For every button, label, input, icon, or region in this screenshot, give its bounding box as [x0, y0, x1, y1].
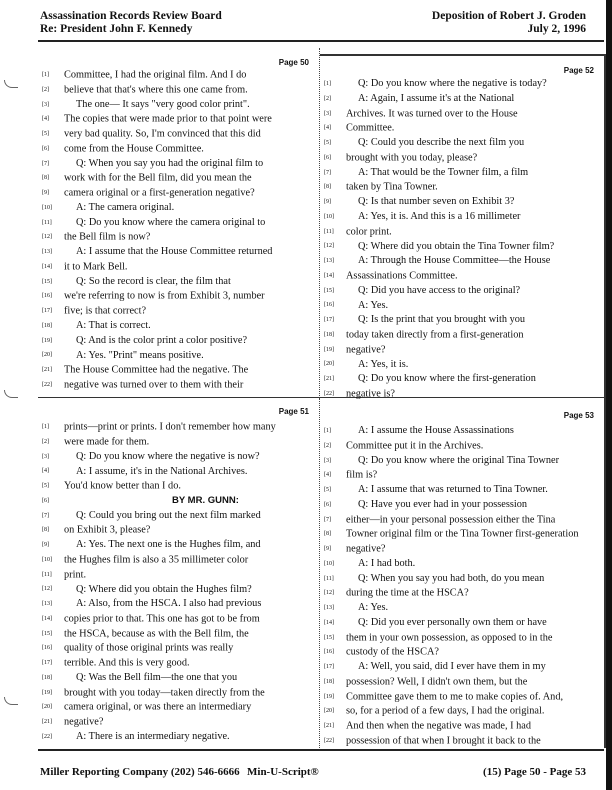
line-number: [10]	[324, 560, 334, 567]
line-text: A: I assume, it's in the National Archives.	[76, 465, 248, 477]
page-number-label: Page 53	[563, 411, 594, 420]
line-text: negative?	[64, 716, 104, 728]
line-number: [21]	[324, 376, 334, 382]
line-text: Archives. It was turned over to the House	[346, 107, 518, 119]
transcript-line	[324, 454, 559, 468]
line-number: [16]	[42, 293, 52, 300]
line-number: [7]	[324, 516, 331, 523]
line-number: [13]	[324, 258, 334, 264]
transcript-line	[324, 719, 531, 733]
line-number: [14]	[42, 615, 52, 622]
transcript-line	[324, 586, 469, 600]
line-number: [6]	[42, 497, 49, 504]
line-number: [18]	[324, 331, 334, 338]
line-text: come from the House Committee.	[64, 143, 204, 155]
line-number: [3]	[324, 110, 331, 117]
board-name: Assassination Records Review Board	[40, 10, 222, 22]
line-number: [10]	[42, 556, 52, 563]
transcript-line	[324, 631, 553, 645]
line-number: [6]	[324, 154, 331, 161]
transcript-line	[324, 210, 520, 224]
case-subject: Re: President John F. Kennedy	[40, 23, 193, 35]
line-number: [10]	[42, 204, 52, 211]
line-text: camera original or a first-generation negative?	[64, 187, 255, 199]
transcript-line	[42, 112, 272, 126]
transcript-line	[324, 690, 563, 704]
line-text: A: Yes.	[358, 299, 389, 311]
line-text: Q: Do you know where the original Tina Towner	[358, 454, 559, 466]
line-number: [5]	[324, 140, 331, 146]
transcript-line	[324, 616, 547, 630]
line-text: negative?	[346, 343, 386, 355]
line-number: [1]	[324, 428, 331, 434]
line-number: [22]	[324, 737, 334, 744]
line-number: [22]	[42, 381, 52, 388]
line-text: copies prior to that. This one has got to be from	[64, 613, 260, 625]
line-number: [21]	[42, 367, 52, 373]
line-text: prints—print or prints. I don't remember how many	[64, 421, 276, 433]
line-text: A: I had both.	[358, 558, 416, 570]
line-text: the HSCA, because as with the Bell film, the	[64, 627, 249, 639]
deposition-date: July 2, 1996	[527, 23, 586, 35]
scan-edge	[606, 0, 612, 790]
line-number: [1]	[324, 81, 331, 87]
line-text: Q: Have you ever had in your possession	[358, 499, 528, 511]
line-text: possession of that when I brought it back to the	[346, 735, 541, 747]
transcript-line	[42, 216, 265, 230]
line-text: Committee put it in the Archives.	[346, 440, 484, 452]
line-text: today taken directly from a first-generation	[346, 329, 524, 341]
transcript-line	[324, 424, 514, 438]
line-text: Assassinations Committee.	[346, 270, 458, 282]
line-text: quality of those original prints was really	[64, 642, 234, 654]
line-text: film is?	[346, 469, 378, 481]
line-text: The House Committee had the negative. The	[64, 364, 249, 376]
transcript-line	[324, 527, 579, 541]
line-text: A: The camera original.	[76, 202, 175, 214]
transcript-line	[324, 298, 388, 312]
transcript-line	[42, 435, 149, 449]
line-text: Q: Do you know where the first-generation	[358, 373, 536, 385]
line-number: [4]	[42, 116, 49, 123]
line-text: Q: Could you bring out the next film marked	[76, 509, 261, 521]
transcript-line	[42, 68, 246, 82]
transcript-line	[324, 439, 483, 453]
line-number: [18]	[324, 678, 334, 685]
line-text: Q: So the record is clear, the film that	[76, 275, 231, 287]
line-number: [11]	[324, 228, 334, 235]
line-text: Q: Was the Bell film—the one that you	[76, 672, 238, 684]
line-text: Q: Could you describe the next film you	[358, 137, 525, 149]
line-number: [14]	[324, 619, 334, 626]
page-50	[38, 48, 320, 398]
line-number: [20]	[42, 352, 52, 359]
transcript-line	[42, 275, 231, 289]
line-number: [8]	[42, 175, 49, 182]
line-number: [2]	[324, 442, 331, 449]
transcript-line	[42, 538, 261, 552]
transcript-line	[42, 523, 150, 537]
transcript-line	[42, 83, 248, 97]
transcript-line	[42, 553, 248, 567]
header-left	[40, 10, 222, 36]
transcript-line	[42, 464, 247, 478]
line-number: [2]	[42, 86, 49, 93]
transcript-line	[324, 343, 385, 357]
line-number: [19]	[42, 337, 52, 344]
transcript-line	[42, 289, 265, 303]
transcript-line	[42, 494, 239, 508]
transcript-line	[42, 319, 151, 333]
line-text: The copies that were made prior to that point were	[64, 113, 272, 125]
page-52	[320, 54, 606, 398]
line-number: [13]	[42, 601, 52, 607]
footer-page-range: (15) Page 50 - Page 53	[483, 766, 586, 778]
line-number: [12]	[324, 590, 334, 597]
transcript-line	[324, 557, 415, 571]
page-number-label: Page 50	[278, 58, 309, 67]
line-text: A: Also, from the HSCA. I also had previous	[76, 598, 262, 610]
transcript-line	[324, 166, 528, 180]
line-text: Q: Where did you obtain the Hughes film?	[76, 583, 252, 595]
transcript-line	[42, 730, 230, 744]
transcript-line	[324, 107, 518, 121]
transcript-line	[324, 195, 514, 209]
line-text: Q: Where did you obtain the Tina Towner film?	[358, 240, 555, 252]
line-text: And then when the negative was made, I had	[346, 720, 531, 732]
line-number: [19]	[324, 693, 334, 700]
line-text: A: I assume that was returned to Tina Towner.	[358, 484, 548, 496]
line-text: You'd know better than I do.	[64, 480, 181, 492]
page-number-label: Page 51	[278, 407, 309, 416]
line-text: possession? Well, I didn't own them, but the	[346, 676, 528, 688]
transcript-line	[324, 734, 541, 748]
line-text: very bad quality. So, I'm convinced that this did	[64, 128, 261, 140]
transcript-line	[42, 715, 103, 729]
line-text: negative?	[346, 543, 386, 555]
transcript-line	[42, 378, 243, 392]
line-number: [9]	[324, 199, 331, 205]
line-number: [11]	[42, 219, 52, 226]
line-text: them in your own possession, as opposed to in the	[346, 631, 553, 643]
transcript-line	[42, 171, 252, 185]
transcript-line	[42, 479, 181, 493]
transcript-line	[324, 645, 439, 659]
transcript-line	[42, 582, 252, 596]
line-text: A: That would be the Towner film, a film	[358, 166, 529, 178]
line-number: [13]	[324, 605, 334, 611]
line-number: [17]	[42, 660, 52, 666]
margin-mark	[4, 390, 18, 398]
line-number: [3]	[324, 457, 331, 464]
line-number: [21]	[42, 719, 52, 725]
line-text: we're referring to now is from Exhibit 3, number	[64, 290, 265, 302]
line-number: [11]	[42, 571, 52, 578]
transcript-line	[42, 260, 128, 274]
transcript-line	[42, 627, 249, 641]
transcript-line	[42, 201, 174, 215]
line-number: [12]	[42, 586, 52, 593]
line-text: A: Well, you said, did I ever have them in my	[358, 661, 546, 673]
line-text: A: That is correct.	[76, 320, 151, 332]
line-number: [4]	[42, 468, 49, 475]
line-text: Q: When you say you had the original film to	[76, 157, 264, 169]
line-text: it to Mark Bell.	[64, 261, 128, 273]
transcript-line	[42, 641, 233, 655]
line-text: either—in your personal possession either the Tina	[346, 513, 556, 525]
margin-mark	[4, 80, 18, 88]
line-number: [20]	[324, 708, 334, 715]
line-text: color print.	[346, 225, 392, 237]
transcript-line	[324, 468, 377, 482]
transcript-line	[42, 450, 260, 464]
line-text: Q: Did you ever personally own them or have	[358, 617, 547, 629]
line-text: A: I assume that the House Committee returned	[76, 246, 273, 258]
transcript-line	[42, 509, 261, 523]
line-text: A: Again, I assume it's at the National	[358, 93, 515, 105]
transcript-line	[324, 483, 548, 497]
line-text: A: There is an intermediary negative.	[76, 731, 230, 743]
line-number: [21]	[324, 723, 334, 729]
transcript-line	[42, 98, 250, 112]
transcript-line	[324, 328, 524, 342]
transcript-line	[324, 704, 544, 718]
page-53	[320, 398, 606, 748]
line-number: [1]	[42, 72, 49, 78]
line-number: [14]	[42, 263, 52, 270]
transcript-line	[42, 420, 276, 434]
line-text: negative was turned over to them with their	[64, 379, 244, 391]
footer-rule	[38, 749, 604, 751]
transcript-line	[42, 612, 260, 626]
transcript-line	[324, 180, 438, 194]
line-text: Q: When you say you had both, do you mean	[358, 572, 545, 584]
line-text: Q: Do you know where the negative is today?	[358, 78, 547, 90]
transcript-line	[42, 597, 261, 611]
line-number: [10]	[324, 213, 334, 220]
transcript-line	[324, 92, 514, 106]
header-rule	[38, 40, 604, 42]
line-text: the Hughes film is also a 35 millimeter color	[64, 554, 249, 566]
line-text: taken by Tina Towner.	[346, 181, 438, 193]
transcript-line	[324, 572, 544, 586]
line-number: [8]	[42, 527, 49, 534]
transcript-line	[324, 372, 536, 386]
line-number: [6]	[324, 501, 331, 508]
line-text: The one— It says "very good color print".	[76, 98, 250, 110]
transcript-line	[324, 269, 458, 283]
line-number: [1]	[42, 424, 49, 430]
line-text: terrible. And this is very good.	[64, 657, 190, 669]
line-number: [5]	[324, 487, 331, 493]
line-text: camera original, or was there an intermediary	[64, 701, 252, 713]
line-number: [9]	[42, 190, 49, 196]
line-number: [8]	[324, 184, 331, 191]
line-text: the Bell film is now?	[64, 231, 151, 243]
line-text: A: Yes.	[358, 602, 389, 614]
transcript-line	[324, 357, 408, 371]
line-number: [9]	[324, 546, 331, 552]
line-text: Q: Do you know where the camera original to	[76, 216, 266, 228]
transcript-line	[42, 700, 251, 714]
line-number: [3]	[42, 453, 49, 460]
line-text: negative is?	[346, 388, 395, 400]
transcript-line	[42, 656, 190, 670]
line-number: [15]	[324, 287, 334, 294]
line-text: Q: Did you have access to the original?	[358, 284, 521, 296]
transcript-line	[42, 230, 150, 244]
transcript-line	[42, 142, 204, 156]
line-number: [15]	[42, 278, 52, 285]
page-51	[38, 398, 320, 748]
line-number: [7]	[42, 512, 49, 519]
line-number: [17]	[42, 308, 52, 314]
transcript-line	[42, 686, 265, 700]
line-text: print.	[64, 568, 87, 580]
line-text: so, for a period of a few days, I had the original.	[346, 705, 545, 717]
transcript-line	[324, 313, 525, 327]
line-number: [5]	[42, 131, 49, 137]
line-text: Committee gave them to me to make copies of. And,	[346, 690, 564, 702]
line-number: [18]	[42, 322, 52, 329]
transcript-line	[324, 151, 477, 165]
line-number: [2]	[42, 438, 49, 445]
line-text: Towner original film or the Tina Towner first-generation	[346, 528, 579, 540]
line-text: Committee, I had the original film. And I do	[64, 69, 247, 81]
line-number: [7]	[42, 160, 49, 167]
transcript-line	[324, 284, 520, 298]
line-number: [9]	[42, 542, 49, 548]
line-number: [19]	[324, 346, 334, 353]
transcript-line	[42, 157, 263, 171]
line-text: Q: And is the color print a color positive?	[76, 334, 248, 346]
page-number-label: Page 52	[563, 66, 594, 75]
header-right	[432, 10, 586, 36]
line-number: [15]	[324, 634, 334, 641]
line-text: A: Through the House Committee—the House	[358, 255, 551, 267]
line-number: [18]	[42, 674, 52, 681]
line-number: [4]	[324, 125, 331, 132]
line-text: custody of the HSCA?	[346, 646, 439, 658]
transcript-line	[42, 186, 255, 200]
deposition-title: Deposition of Robert J. Groden	[431, 10, 586, 22]
transcript-line	[324, 136, 524, 150]
line-number: [15]	[42, 630, 52, 637]
line-text: five; is that correct?	[64, 305, 147, 317]
line-text: A: Yes. "Print" means positive.	[76, 349, 204, 361]
line-text: BY MR. GUNN:	[172, 494, 239, 506]
line-number: [17]	[324, 664, 334, 670]
line-number: [7]	[324, 169, 331, 176]
line-text: A: Yes, it is. And this is a 16 millimeter	[358, 211, 521, 223]
transcript-line	[324, 601, 388, 615]
line-text: brought with you today—taken directly from the	[64, 686, 265, 698]
transcript-line	[324, 498, 527, 512]
line-number: [19]	[42, 689, 52, 696]
line-text: believe that that's where this one came from.	[64, 84, 248, 96]
line-number: [11]	[324, 575, 334, 582]
line-text: A: I assume the House Assassinations	[358, 425, 514, 437]
transcript-line	[42, 334, 247, 348]
line-number: [16]	[324, 649, 334, 656]
transcript-line	[324, 542, 385, 556]
line-number: [20]	[324, 361, 334, 368]
line-number: [14]	[324, 272, 334, 279]
line-text: Q: Do you know where the negative is now?	[76, 450, 260, 462]
margin-mark	[4, 697, 18, 705]
line-text: Q: Is the print that you brought with you	[358, 314, 526, 326]
line-text: work with for the Bell film, did you mean the	[64, 172, 252, 184]
transcript-line	[324, 77, 547, 91]
transcript-line	[324, 660, 546, 674]
footer-product: Min-U-Script®	[247, 766, 319, 778]
line-text: were made for them.	[64, 436, 150, 448]
line-number: [4]	[324, 472, 331, 479]
line-text: Q: Is that number seven on Exhibit 3?	[358, 196, 515, 208]
transcript-line	[42, 363, 248, 377]
line-number: [17]	[324, 317, 334, 323]
line-text: brought with you today, please?	[346, 152, 478, 164]
line-number: [13]	[42, 249, 52, 255]
line-text: A: Yes, it is.	[358, 358, 409, 370]
line-text: during the time at the HSCA?	[346, 587, 469, 599]
line-number: [22]	[324, 390, 334, 397]
transcript-line	[324, 225, 392, 239]
line-number: [16]	[42, 645, 52, 652]
transcript-line	[42, 304, 146, 318]
line-number: [20]	[42, 704, 52, 711]
transcript-line	[42, 245, 272, 259]
line-number: [12]	[324, 243, 334, 250]
transcript-line	[42, 568, 86, 582]
line-number: [16]	[324, 302, 334, 309]
transcript-line	[42, 671, 237, 685]
transcript-line	[42, 127, 261, 141]
line-number: [8]	[324, 531, 331, 538]
transcript-line	[324, 675, 527, 689]
line-text: A: Yes. The next one is the Hughes film, and	[76, 539, 261, 551]
transcript-line	[324, 121, 394, 135]
transcript-line	[324, 254, 550, 268]
line-number: [22]	[42, 733, 52, 740]
transcript-line	[324, 513, 555, 527]
transcript-line	[42, 348, 204, 362]
footer-company: Miller Reporting Company (202) 546-6666	[40, 766, 240, 778]
transcript-line	[324, 239, 554, 253]
line-text: on Exhibit 3, please?	[64, 524, 151, 536]
line-number: [5]	[42, 483, 49, 489]
line-number: [12]	[42, 234, 52, 241]
line-number: [3]	[42, 101, 49, 108]
line-number: [6]	[42, 145, 49, 152]
line-text: Committee.	[346, 122, 395, 134]
line-number: [2]	[324, 95, 331, 102]
